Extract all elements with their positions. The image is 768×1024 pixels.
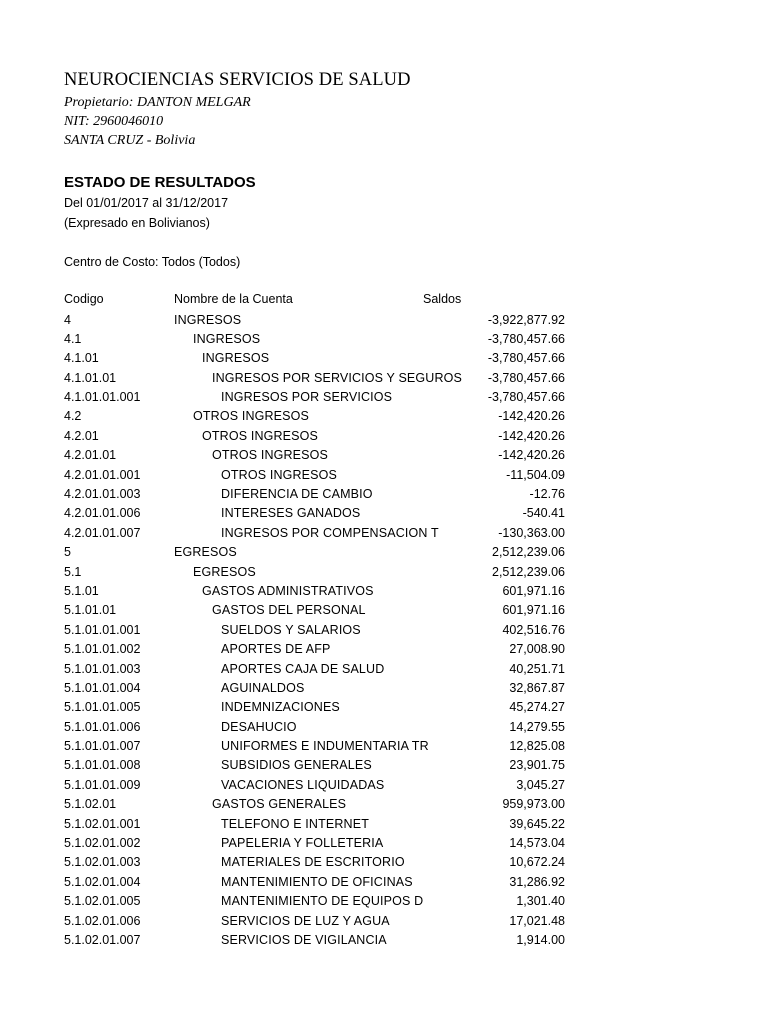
account-row xyxy=(0,466,768,485)
account-code: 5.1.02.01.002 xyxy=(64,836,141,851)
account-name: GASTOS GENERALES xyxy=(212,797,347,812)
account-row xyxy=(0,912,768,931)
account-row xyxy=(0,524,768,543)
account-name: INGRESOS POR COMPENSACION T xyxy=(221,525,439,540)
account-balance: 601,971.16 xyxy=(502,583,565,598)
account-row xyxy=(0,563,768,582)
account-row xyxy=(0,330,768,349)
account-code: 4.2.01.01.007 xyxy=(64,525,141,540)
cost-center: Centro de Costo: Todos (Todos) xyxy=(64,255,241,269)
account-row xyxy=(0,892,768,911)
account-code: 5.1.01.01.008 xyxy=(64,758,141,773)
account-balance: -3,780,457.66 xyxy=(487,390,565,405)
account-row xyxy=(0,853,768,872)
account-balance: 39,645.22 xyxy=(509,816,565,831)
account-code: 5.1.01.01.001 xyxy=(64,622,141,637)
column-header-balance: Saldos xyxy=(423,292,462,306)
account-balance: 23,901.75 xyxy=(509,758,565,773)
account-name: INGRESOS POR SERVICIOS Y SEGUROS xyxy=(212,370,463,385)
account-balance: -12.76 xyxy=(529,487,565,502)
account-balance: -11,504.09 xyxy=(506,467,565,482)
account-code: 5.1.02.01.005 xyxy=(64,894,141,909)
account-code: 5.1.01 xyxy=(64,583,99,598)
account-row xyxy=(0,504,768,523)
column-header-code: Codigo xyxy=(64,292,104,306)
account-name: AGUINALDOS xyxy=(221,680,305,695)
account-balance: 601,971.16 xyxy=(502,603,565,618)
account-balance: -3,780,457.66 xyxy=(487,351,565,366)
account-code: 4.2.01.01 xyxy=(64,448,117,463)
account-name: APORTES CAJA DE SALUD xyxy=(221,661,385,676)
currency-note: (Expresado en Bolivianos) xyxy=(64,216,210,230)
account-code: 5.1.01.01.006 xyxy=(64,719,141,734)
account-balance: 959,973.00 xyxy=(502,797,565,812)
account-row xyxy=(0,834,768,853)
account-balance: -142,420.26 xyxy=(498,428,565,443)
column-header-name: Nombre de la Cuenta xyxy=(174,292,293,306)
account-row xyxy=(0,815,768,834)
account-balance: 31,286.92 xyxy=(509,874,565,889)
account-code: 4.2.01.01.001 xyxy=(64,467,141,482)
account-row xyxy=(0,718,768,737)
account-balance: 2,512,239.06 xyxy=(492,545,565,560)
account-balance: 17,021.48 xyxy=(509,913,565,928)
account-name: INGRESOS xyxy=(193,331,261,346)
account-row xyxy=(0,601,768,620)
account-balance: -3,780,457.66 xyxy=(487,331,565,346)
account-row xyxy=(0,698,768,717)
report-period: Del 01/01/2017 al 31/12/2017 xyxy=(64,196,229,210)
account-code: 5.1.01.01.007 xyxy=(64,739,141,754)
account-code: 5.1.01.01 xyxy=(64,603,117,618)
account-row xyxy=(0,582,768,601)
account-name: VACACIONES LIQUIDADAS xyxy=(221,777,385,792)
account-name: APORTES DE AFP xyxy=(221,642,331,657)
account-name: INGRESOS POR SERVICIOS xyxy=(221,390,393,405)
account-balance: 40,251.71 xyxy=(509,661,565,676)
account-code: 5.1.01.01.004 xyxy=(64,680,141,695)
account-row xyxy=(0,311,768,330)
account-name: SERVICIOS DE VIGILANCIA xyxy=(221,933,387,947)
account-row xyxy=(0,756,768,775)
account-row xyxy=(0,873,768,892)
account-balance: -540.41 xyxy=(522,506,565,521)
account-name: GASTOS ADMINISTRATIVOS xyxy=(202,583,374,598)
account-name: PAPELERIA Y FOLLETERIA xyxy=(221,836,384,851)
account-balance: 45,274.27 xyxy=(509,700,565,715)
account-name: OTROS INGRESOS xyxy=(221,467,338,482)
account-balance: 402,516.76 xyxy=(502,622,565,637)
account-row xyxy=(0,795,768,814)
account-name: OTROS INGRESOS xyxy=(193,409,310,424)
account-rows xyxy=(0,311,768,951)
account-balance: 32,867.87 xyxy=(509,680,565,695)
account-row xyxy=(0,388,768,407)
account-row xyxy=(0,931,768,950)
owner-line: Propietario: DANTON MELGAR xyxy=(64,95,251,110)
company-name: NEUROCIENCIAS SERVICIOS DE SALUD xyxy=(64,70,411,90)
account-name: SUELDOS Y SALARIOS xyxy=(221,622,361,637)
account-name: GASTOS DEL PERSONAL xyxy=(212,603,366,618)
account-balance: -130,363.00 xyxy=(498,525,565,540)
account-row xyxy=(0,407,768,426)
account-balance: -142,420.26 xyxy=(498,448,565,463)
account-code: 4.2.01.01.003 xyxy=(64,487,141,502)
account-code: 5.1.02.01.004 xyxy=(64,874,141,889)
account-code: 5.1.01.01.002 xyxy=(64,642,141,657)
account-row xyxy=(0,446,768,465)
account-row xyxy=(0,427,768,446)
account-code: 5 xyxy=(64,545,71,560)
account-code: 5.1.01.01.009 xyxy=(64,777,141,792)
account-row xyxy=(0,369,768,388)
account-code: 4.1.01 xyxy=(64,351,99,366)
account-code: 4.1.01.01.001 xyxy=(64,390,141,405)
account-name: MANTENIMIENTO DE OFICINAS xyxy=(221,874,413,889)
account-code: 4.1.01.01 xyxy=(64,370,117,385)
account-name: INTERESES GANADOS xyxy=(221,506,361,521)
account-name: EGRESOS xyxy=(193,564,256,579)
account-row xyxy=(0,621,768,640)
location-line: SANTA CRUZ - Bolivia xyxy=(64,133,196,148)
account-balance: -3,780,457.66 xyxy=(487,370,565,385)
account-balance: 14,573.04 xyxy=(509,836,565,851)
report-title: ESTADO DE RESULTADOS xyxy=(64,174,256,191)
account-code: 4.2.01 xyxy=(64,428,99,443)
account-code: 5.1.02.01.001 xyxy=(64,816,141,831)
account-code: 5.1.02.01.006 xyxy=(64,913,141,928)
account-balance: 3,045.27 xyxy=(516,777,565,792)
account-row xyxy=(0,776,768,795)
account-code: 4 xyxy=(64,312,71,327)
account-code: 5.1.02.01.003 xyxy=(64,855,141,870)
account-balance: 14,279.55 xyxy=(509,719,565,734)
account-code: 4.1 xyxy=(64,331,82,346)
account-name: DIFERENCIA DE CAMBIO xyxy=(221,487,373,502)
account-name: OTROS INGRESOS xyxy=(202,428,319,443)
account-balance: -3,922,877.92 xyxy=(487,312,565,327)
nit-line: NIT: 2960046010 xyxy=(64,114,164,129)
account-balance: 1,914.00 xyxy=(516,933,565,947)
account-name: INGRESOS xyxy=(202,351,270,366)
account-code: 5.1.02.01 xyxy=(64,797,117,812)
account-name: OTROS INGRESOS xyxy=(212,448,329,463)
account-name: DESAHUCIO xyxy=(221,719,297,734)
account-row xyxy=(0,349,768,368)
account-name: EGRESOS xyxy=(174,545,237,560)
account-name: INGRESOS xyxy=(174,312,242,327)
account-balance: 27,008.90 xyxy=(509,642,565,657)
account-balance: 2,512,239.06 xyxy=(492,564,565,579)
account-name: MATERIALES DE ESCRITORIO xyxy=(221,855,405,870)
account-row xyxy=(0,660,768,679)
account-balance: 12,825.08 xyxy=(509,739,565,754)
account-balance: -142,420.26 xyxy=(498,409,565,424)
account-code: 5.1.01.01.005 xyxy=(64,700,141,715)
account-balance: 1,301.40 xyxy=(516,894,565,909)
account-code: 4.2.01.01.006 xyxy=(64,506,141,521)
account-name: INDEMNIZACIONES xyxy=(221,700,340,715)
account-row xyxy=(0,485,768,504)
account-name: MANTENIMIENTO DE EQUIPOS D xyxy=(221,894,424,909)
account-code: 5.1.02.01.007 xyxy=(64,933,141,947)
account-name: TELEFONO E INTERNET xyxy=(221,816,370,831)
account-row xyxy=(0,640,768,659)
account-code: 5.1.01.01.003 xyxy=(64,661,141,676)
account-row xyxy=(0,737,768,756)
account-name: SUBSIDIOS GENERALES xyxy=(221,758,372,773)
account-row xyxy=(0,543,768,562)
account-row xyxy=(0,679,768,698)
account-code: 4.2 xyxy=(64,409,82,424)
account-balance: 10,672.24 xyxy=(509,855,565,870)
account-name: SERVICIOS DE LUZ Y AGUA xyxy=(221,913,390,928)
account-code: 5.1 xyxy=(64,564,82,579)
account-name: UNIFORMES E INDUMENTARIA TR xyxy=(221,739,429,754)
